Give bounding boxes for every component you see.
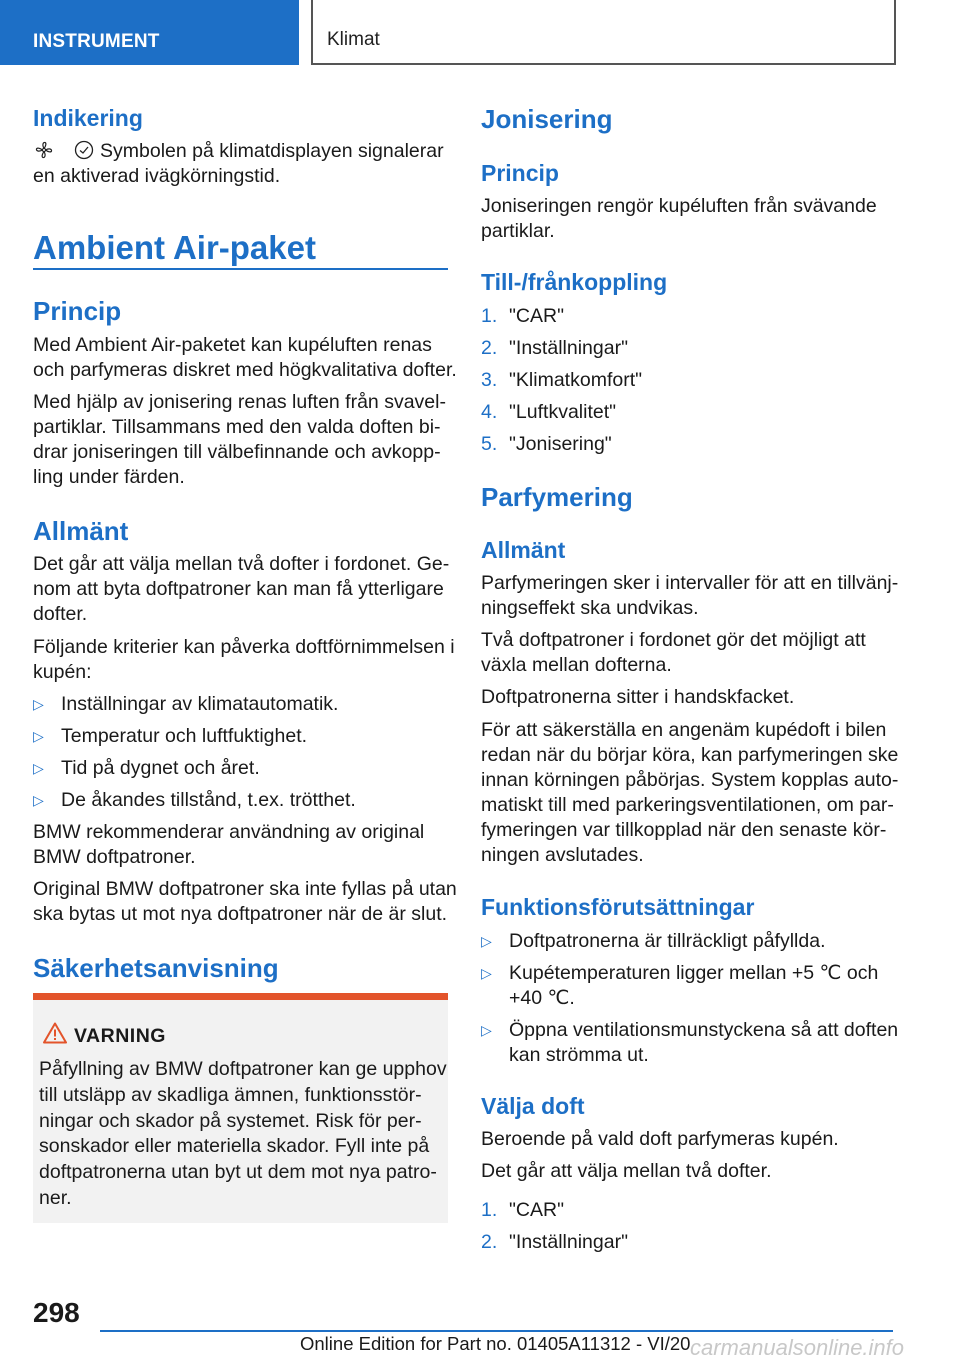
- text-line: Påfyllning av BMW doftpatroner kan ge upphov: [39, 1058, 447, 1080]
- warning-box: [33, 993, 448, 1223]
- step-text: "CAR": [509, 305, 565, 327]
- page-title: Ambient Air-paket: [33, 229, 316, 266]
- text-line: till utsläpp av skadliga ämnen, funktionsstör-: [39, 1083, 422, 1106]
- step-text: "Jonisering": [509, 433, 612, 455]
- text-line: Doftpatronerna sitter i handskfacket.: [481, 686, 795, 708]
- step-number: 2.: [481, 1231, 498, 1253]
- list-item: [33, 724, 307, 750]
- bullet-triangle-icon: ▷: [33, 728, 44, 744]
- text-line: Joniseringen rengör kupéluften från svävande: [481, 195, 877, 217]
- heading-parfymering-allmant: Allmänt: [481, 537, 566, 563]
- step-text: "Luftkvalitet": [509, 401, 617, 423]
- warning-title: VARNING: [74, 1025, 166, 1047]
- warning-body: [39, 1057, 447, 1212]
- text-line: redan när du börjar köra, kan parfymeringen ske: [481, 744, 899, 766]
- text-line: Det går att välja mellan två dofter.: [481, 1160, 772, 1182]
- list-item: [33, 692, 338, 718]
- list-item: [481, 368, 642, 393]
- text-line: För att säkerställa en angenäm kupédoft i bilen: [481, 719, 887, 741]
- text-line: BMW rekommenderar användning av original: [33, 821, 425, 843]
- text-line: Original BMW doftpatroner ska inte fyllas på utan: [33, 878, 457, 900]
- list-item: [481, 304, 564, 329]
- heading-indikering: Indikering: [33, 105, 143, 131]
- text-line: innan körningen påbörjas. System kopplas auto-: [481, 769, 899, 791]
- text-line: ningseffekt ska undvikas.: [481, 597, 699, 619]
- text-line: ner.: [39, 1186, 72, 1209]
- heading-till-frankoppling: Till-/frånkoppling: [481, 269, 668, 295]
- text-line: doftpatronerna utan byt ut dem mot nya patro-: [39, 1161, 437, 1184]
- list-item-text: De åkandes tillstånd, t.ex. trötthet.: [61, 789, 356, 811]
- bullet-triangle-icon: ▷: [481, 1022, 492, 1038]
- heading-valja-doft: Välja doft: [481, 1093, 585, 1119]
- warning-triangle-icon: [43, 1022, 67, 1044]
- text-line: drar joniseringen till välbefinnande och avkopp-: [33, 441, 441, 463]
- indikering-text-2: en aktiverad ivägkörningstid.: [33, 165, 281, 187]
- bullet-triangle-icon: ▷: [33, 792, 44, 808]
- bullet-triangle-icon: ▷: [481, 965, 492, 981]
- heading-funktionsforutsattningar: Funktionsförutsättningar: [481, 894, 755, 920]
- list-item-text: Öppna ventilationsmunstyckena så att doften: [509, 1019, 899, 1041]
- step-number: 1.: [481, 1199, 498, 1221]
- title-rule: [33, 268, 448, 270]
- text-line: BMW doftpatroner.: [33, 846, 196, 868]
- text-line: Med hjälp av jonisering renas luften från svavel-: [33, 391, 446, 413]
- text-line: partiklar. Tillsammans med den valda doften bi-: [33, 416, 441, 438]
- text-line: växla mellan dofterna.: [481, 654, 672, 676]
- list-item: [481, 929, 826, 955]
- fan-icon: [34, 140, 54, 160]
- list-item: [481, 961, 878, 987]
- step-number: 4.: [481, 401, 498, 423]
- indikering-text-1: Symbolen på klimatdisplayen signalerar: [100, 140, 444, 162]
- step-text: "Klimatkomfort": [509, 369, 643, 391]
- text-line: dofter.: [33, 603, 88, 625]
- list-item: [481, 336, 628, 361]
- text-line: nom att byta doftpatroner kan man få ytterligare: [33, 578, 444, 600]
- timer-icon: [74, 140, 94, 160]
- text-line: ningen avslutades.: [481, 844, 644, 866]
- heading-princip: Princip: [33, 296, 122, 326]
- footer-edition: Online Edition for Part no. 01405A11312 - VI/20: [300, 1333, 691, 1354]
- step-number: 1.: [481, 305, 498, 327]
- bullet-triangle-icon: ▷: [33, 696, 44, 712]
- text-line: ling under färden.: [33, 466, 185, 488]
- list-item: [481, 432, 612, 457]
- left-column: [33, 0, 457, 1362]
- list-item-text: Tid på dygnet och året.: [61, 757, 260, 779]
- list-item: [481, 1018, 898, 1044]
- text-line: och parfymeras diskret med högkvalitativa dofter.: [33, 359, 457, 381]
- watermark: carmanualsonline.info: [690, 1335, 905, 1360]
- step-text: "CAR": [509, 1199, 565, 1221]
- list-item: [481, 1198, 564, 1223]
- list-item: [481, 400, 616, 425]
- list-item-text: Temperatur och luftfuktighet.: [61, 725, 308, 747]
- chapter-label: Klimat: [327, 29, 380, 50]
- page-number: 298: [33, 1297, 80, 1328]
- list-item-text: Doftpatronerna är tillräckligt påfyllda.: [509, 930, 826, 952]
- list-item-continuation: kan strömma ut.: [509, 1044, 649, 1066]
- text-line: Två doftpatroner i fordonet gör det möjligt att: [481, 629, 866, 651]
- text-line: sonskador eller materiella skador. Fyll inte på: [39, 1135, 430, 1158]
- heading-jonisering: Jonisering: [481, 104, 613, 134]
- step-text: "Inställningar": [509, 1231, 628, 1253]
- list-item: [33, 756, 260, 782]
- bullet-triangle-icon: ▷: [481, 933, 492, 949]
- text-line: Med Ambient Air-paketet kan kupéluften renas: [33, 334, 432, 356]
- list-item: [481, 1230, 628, 1255]
- text-line: Parfymeringen sker i intervaller för att en tillvänj-: [481, 572, 899, 594]
- list-item: [33, 788, 356, 814]
- heading-sakerhet: Säkerhetsanvisning: [33, 953, 279, 983]
- bullet-triangle-icon: ▷: [33, 760, 44, 776]
- section-label: INSTRUMENT: [33, 31, 160, 52]
- step-text: "Inställningar": [509, 337, 628, 359]
- text-line: ningar och skador på systemet. Risk för per-: [39, 1109, 422, 1132]
- heading-allmant: Allmänt: [33, 516, 129, 546]
- list-item-text: Kupétemperaturen ligger mellan +5 ℃ och: [509, 962, 879, 984]
- text-line: Följande kriterier kan påverka doftförnimmelsen i: [33, 636, 455, 658]
- text-line: ska bytas ut mot nya doftpatroner när de är slut.: [33, 903, 448, 925]
- step-number: 3.: [481, 369, 498, 391]
- step-number: 2.: [481, 337, 498, 359]
- text-line: matiskt till med parkeringsventilationen, om par-: [481, 794, 894, 816]
- text-line: fymeringen var tillkopplad när den senaste kör-: [481, 819, 887, 841]
- text-line: Det går att välja mellan två dofter i fordonet. Ge-: [33, 553, 450, 575]
- heading-parfymering: Parfymering: [481, 482, 633, 512]
- heading-jonisering-princip: Princip: [481, 160, 559, 186]
- footer-rule: [100, 1330, 893, 1332]
- text-line: kupén:: [33, 661, 92, 683]
- list-item-text: Inställningar av klimatautomatik.: [61, 693, 339, 715]
- list-item-continuation: +40 ℃.: [509, 987, 575, 1009]
- right-column: [481, 0, 897, 1362]
- step-number: 5.: [481, 433, 498, 455]
- text-line: partiklar.: [481, 220, 555, 242]
- text-line: Beroende på vald doft parfymeras kupén.: [481, 1128, 839, 1150]
